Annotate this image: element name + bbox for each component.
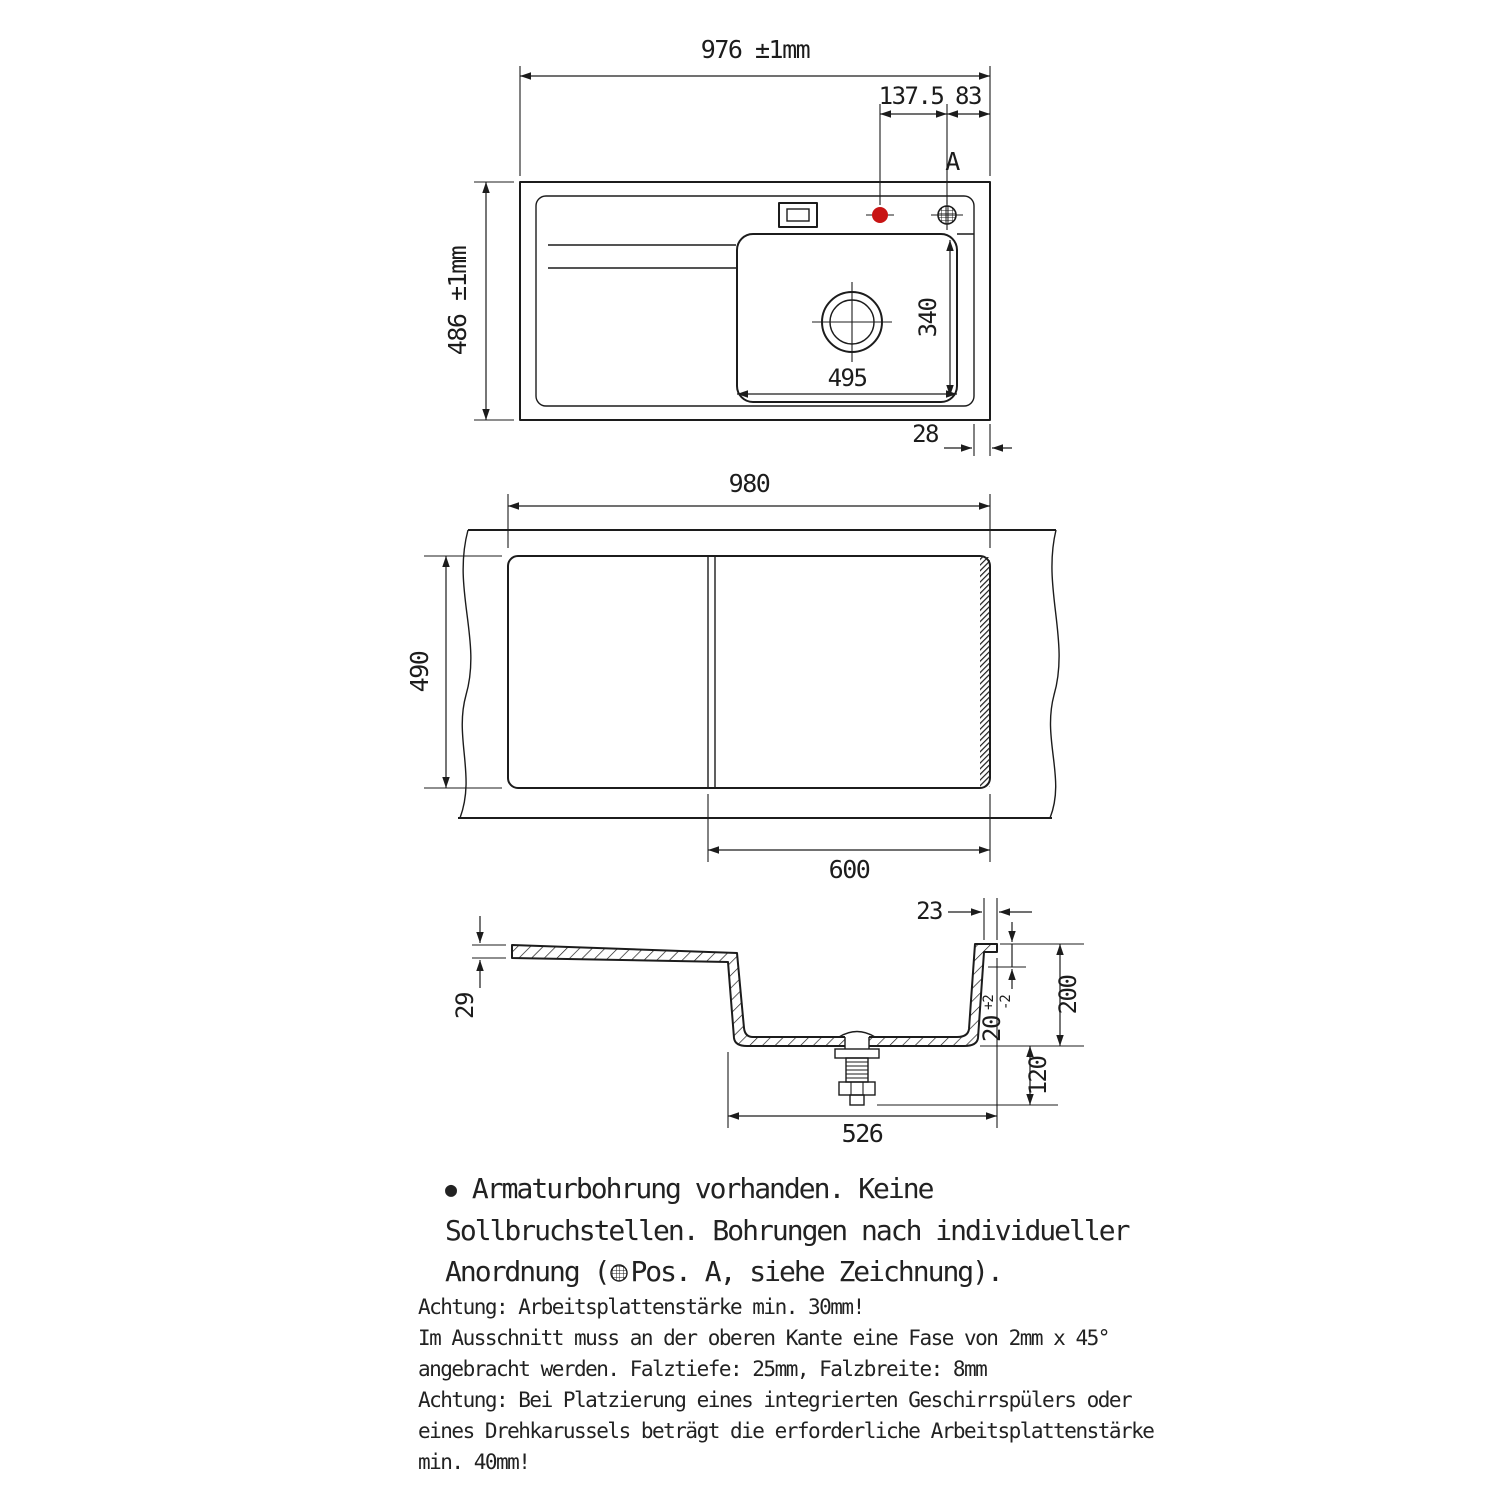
dim-cutout-width-label: 980 <box>728 469 770 498</box>
sink-rim-inner-edge <box>536 196 974 406</box>
drain-tailpiece <box>850 1095 864 1105</box>
dim-hole-spacing-label: 137.5 <box>878 82 944 110</box>
dim-cutout-depth-label: 490 <box>405 651 434 693</box>
dim-rim-drop-group <box>978 995 1014 1042</box>
position-a-label: A <box>945 147 959 176</box>
dim-bowl-depth-label: 340 <box>914 298 942 338</box>
dim-rim-drop-tol-minus: -2 <box>998 995 1014 1010</box>
break-line-left <box>460 530 471 818</box>
warning-line2: Im Ausschnitt muss an der oberen Kante eine Fase von 2mm x 45° <box>418 1326 1109 1350</box>
position-a-hole <box>938 206 956 224</box>
dim-rim-drop-tol-plus: +2 <box>981 995 997 1010</box>
warning-line4: Achtung: Bei Platzierung eines integrierten Geschirrspülers oder <box>418 1388 1132 1412</box>
dim-total-depth-label: 200 <box>1054 975 1082 1015</box>
drain-opening <box>845 1032 869 1049</box>
countertop-outline <box>458 530 1059 818</box>
warning-line5: eines Drehkarussels beträgt die erforderliche Arbeitsplattenstärke <box>418 1419 1154 1443</box>
faucet-hole-red <box>866 207 894 223</box>
section-view <box>451 897 1084 1148</box>
dim-drain-clearance-label: 120 <box>1024 1056 1052 1096</box>
main-note <box>445 1168 1205 1292</box>
top-view <box>443 35 1012 456</box>
main-note-line2: Sollbruchstellen. Bohrungen nach individueller <box>445 1214 1129 1247</box>
cutout-dimensions <box>405 469 990 884</box>
overflow-cutout-inner <box>787 209 809 221</box>
dim-overall-width-label: 976 ±1mm <box>700 35 810 64</box>
section-dimensions <box>451 897 1084 1148</box>
drain-nut <box>839 1082 875 1095</box>
main-note-line3 <box>445 1251 1205 1292</box>
dim-rim-overhang-label: 23 <box>916 897 942 925</box>
dim-drainboard-thickness-label: 29 <box>451 993 479 1019</box>
main-note-text3a: Anordnung ( <box>445 1255 609 1288</box>
main-note-text3b: Pos. A, siehe Zeichnung). <box>630 1255 1002 1288</box>
faucet-hole-marker-red <box>872 207 888 223</box>
faucet-hole-position-a <box>931 200 963 230</box>
dim-bowl-width-label: 495 <box>827 364 867 392</box>
warning-line1: Achtung: Arbeitsplattenstärke min. 30mm! <box>418 1295 864 1319</box>
dim-hole-edge-offset-label: 83 <box>955 82 981 110</box>
dim-edge-gap-label: 28 <box>912 420 938 448</box>
cutout-outline <box>508 556 990 788</box>
cutout-view <box>405 469 1059 884</box>
break-line-right <box>1050 530 1059 818</box>
warning-notes <box>418 1292 1278 1478</box>
warning-line6: min. 40mm! <box>418 1450 530 1474</box>
dim-bowl-base-width-label: 526 <box>841 1119 883 1148</box>
dim-overall-depth-label: 486 ±1mm <box>443 246 472 356</box>
warning-line3: angebracht werden. Falztiefe: 25mm, Falzbreite: 8mm <box>418 1357 987 1381</box>
position-a-symbol-icon <box>609 1263 629 1283</box>
overflow-cutout-outer <box>779 203 817 227</box>
dim-bowl-section-label: 600 <box>828 855 870 884</box>
cutout-rear-hatch-strip <box>980 557 990 787</box>
main-note-text1: Armaturbohrung vorhanden. Keine <box>471 1172 933 1205</box>
drain-flange <box>835 1049 879 1058</box>
sink-cross-section <box>512 944 997 1046</box>
dim-rim-drop-label: 20 <box>978 1016 1006 1042</box>
bullet-icon: ● <box>445 1177 458 1201</box>
main-note-line1 <box>445 1168 1205 1210</box>
